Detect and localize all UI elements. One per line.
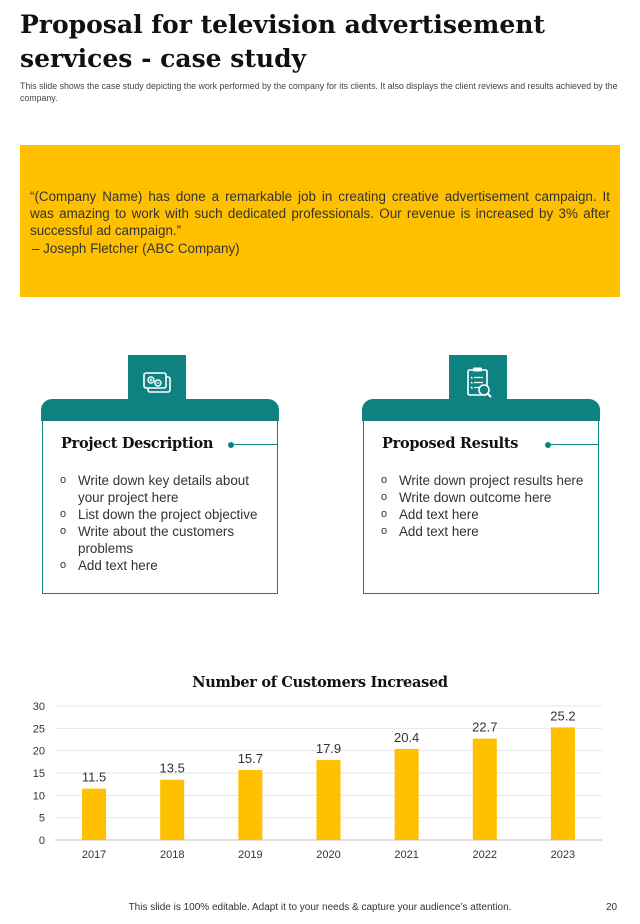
x-tick-label: 2017 bbox=[81, 849, 107, 861]
bar-chart bbox=[0, 690, 640, 875]
x-tick-label: 2020 bbox=[316, 849, 341, 861]
bar bbox=[473, 739, 497, 840]
page-number: 20 bbox=[606, 902, 618, 913]
page-title: Proposal for television advertisement services - case study bbox=[20, 10, 545, 73]
y-tick-label: 5 bbox=[38, 812, 45, 825]
list-item: o Write down key details about your project here bbox=[57, 472, 272, 506]
data-label: 17.9 bbox=[315, 741, 342, 757]
y-tick-label: 30 bbox=[32, 701, 45, 713]
list-item: o List down the project objective bbox=[57, 506, 272, 523]
project-heading: Project Description bbox=[61, 435, 214, 452]
x-tick-label: 2018 bbox=[159, 849, 185, 861]
bar bbox=[82, 789, 106, 840]
data-label: 11.5 bbox=[81, 769, 107, 785]
presentation-icon bbox=[140, 368, 174, 398]
project-card-tab bbox=[41, 399, 279, 421]
data-label: 22.7 bbox=[472, 719, 498, 735]
heading-dot bbox=[228, 442, 234, 448]
list-item: o Add text here bbox=[57, 557, 272, 574]
list-item: o Add text here bbox=[378, 523, 593, 540]
proposed-results-card bbox=[362, 355, 600, 595]
data-label: 13.5 bbox=[159, 760, 185, 776]
bar bbox=[238, 770, 262, 840]
y-tick-label: 0 bbox=[38, 835, 45, 847]
bar bbox=[317, 760, 341, 840]
project-list bbox=[57, 472, 272, 574]
project-card-body bbox=[42, 421, 278, 594]
results-card-tab bbox=[362, 399, 600, 421]
footer-text: This slide is 100% editable. Adapt it to your needs & capture your audience’s attention. bbox=[128, 902, 512, 913]
list-item: o Write about the customers problems bbox=[57, 523, 272, 557]
testimonial-quote: “(Company Name) has done a remarkable job in creating creative advertisement campaign. It was amazing to work with such dedicated professionals. Our revenue is increased by 3% after successful ad campaign.” bbox=[30, 189, 610, 238]
heading-line bbox=[234, 444, 277, 445]
list-item: o Write down outcome here bbox=[378, 489, 593, 506]
heading-line bbox=[551, 444, 598, 445]
page-subtitle: This slide shows the case study depicting the work performed by the company for its clients. It also displays the client reviews and results achieved by the company. bbox=[20, 81, 618, 103]
list-item: o Write down project results here bbox=[378, 472, 593, 489]
testimonial-author: – Joseph Fletcher (ABC Company) bbox=[32, 241, 240, 256]
project-description-card bbox=[41, 355, 279, 595]
data-label: 20.4 bbox=[393, 729, 420, 745]
bar bbox=[395, 749, 419, 840]
results-list bbox=[378, 472, 593, 540]
bar bbox=[160, 780, 184, 840]
results-heading: Proposed Results bbox=[382, 435, 519, 452]
y-tick-label: 25 bbox=[32, 723, 45, 736]
checklist-icon bbox=[461, 365, 495, 401]
data-label: 15.7 bbox=[237, 750, 264, 766]
list-item: o Add text here bbox=[378, 506, 593, 523]
x-tick-label: 2023 bbox=[550, 849, 576, 861]
x-tick-label: 2021 bbox=[394, 849, 419, 861]
y-tick-label: 10 bbox=[32, 790, 45, 803]
x-tick-label: 2022 bbox=[472, 849, 498, 861]
chart-title: Number of Customers Increased bbox=[192, 674, 448, 691]
x-tick-label: 2019 bbox=[238, 849, 263, 861]
y-tick-label: 20 bbox=[32, 745, 45, 758]
heading-dot bbox=[545, 442, 551, 448]
results-card-body bbox=[363, 421, 599, 594]
data-label: 25.2 bbox=[550, 708, 576, 724]
testimonial-box bbox=[20, 145, 620, 297]
bar bbox=[551, 727, 575, 840]
y-tick-label: 15 bbox=[32, 768, 45, 780]
